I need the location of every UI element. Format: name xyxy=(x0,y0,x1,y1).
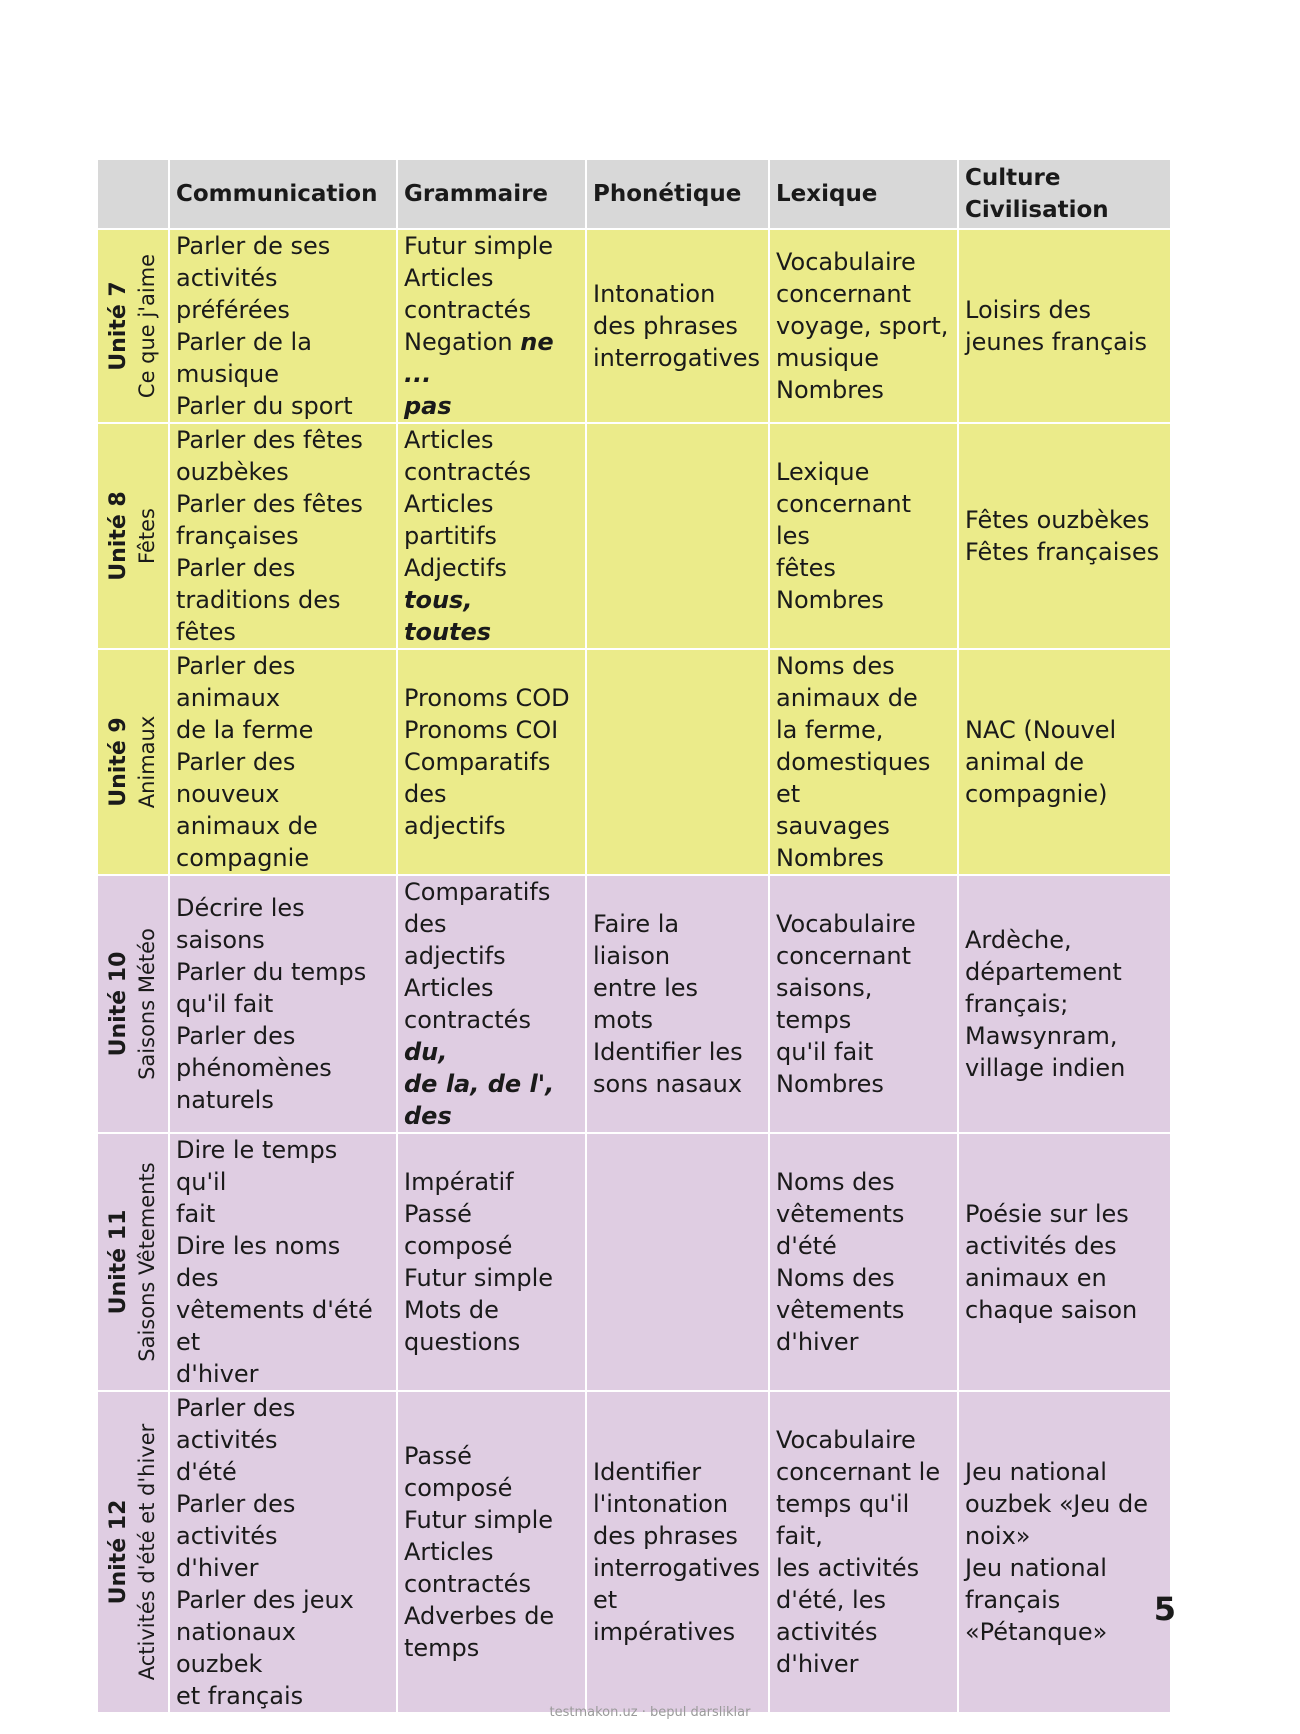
communication-line: Parler des fêtes xyxy=(176,490,363,518)
lexique-line: la ferme, xyxy=(776,716,884,744)
lexique-line: concernant xyxy=(776,942,912,970)
communication-line: Parler des nouveux xyxy=(176,748,296,808)
grammaire-line: toutes xyxy=(404,618,492,646)
lexique-line: voyage, sport, xyxy=(776,312,949,340)
lexique-line: Vocabulaire xyxy=(776,248,916,276)
communication-line: phénomènes xyxy=(176,1054,332,1082)
communication-line: Parler de ses xyxy=(176,232,331,260)
grammaire-line: contractés xyxy=(404,1570,531,1598)
lexique-line: vêtements xyxy=(776,1296,905,1324)
lexique-line: Vocabulaire xyxy=(776,910,916,938)
phonetique-line: l'intonation xyxy=(593,1490,729,1518)
communication-line: activités préférées xyxy=(176,264,290,324)
unit-label-cell xyxy=(97,229,169,423)
unit-name: Ce que j'aime xyxy=(135,253,159,399)
phonetique-line: interrogatives xyxy=(593,344,761,372)
unit-label-cell xyxy=(97,875,169,1133)
communication-line: Parler de la xyxy=(176,328,312,356)
grammaire-line: Pronoms COD xyxy=(404,684,570,712)
communication-line: fait xyxy=(176,1200,216,1228)
communication-line: ouzbèkes xyxy=(176,458,289,486)
grammaire-line: adjectifs xyxy=(404,942,506,970)
lexique-line: domestiques et xyxy=(776,748,931,808)
unit-label-cell xyxy=(97,649,169,875)
grammaire-line: Negation ne ... xyxy=(404,328,554,388)
communication-cell xyxy=(169,875,397,1133)
culture-line: français xyxy=(965,1586,1061,1614)
communication-line: d'été xyxy=(176,1458,237,1486)
grammaire-cell xyxy=(397,649,586,875)
lexique-line: les activités xyxy=(776,1554,920,1582)
lexique-line: Nombres xyxy=(776,586,884,614)
lexique-line: Lexique xyxy=(776,458,870,486)
communication-line: musique xyxy=(176,360,279,388)
lexique-line: Nombres xyxy=(776,1070,884,1098)
lexique-line: concernant les xyxy=(776,490,912,550)
grammaire-line: Futur simple xyxy=(404,1264,554,1292)
culture-line: Ardèche, xyxy=(965,926,1072,954)
lexique-line: d'hiver xyxy=(776,1328,859,1356)
unit-row xyxy=(97,1391,1171,1713)
grammaire-line: questions xyxy=(404,1328,521,1356)
lexique-line: concernant le xyxy=(776,1458,941,1486)
grammaire-line: Adjectifs tous, xyxy=(404,554,507,614)
lexique-line: Noms des xyxy=(776,652,895,680)
culture-cell xyxy=(958,875,1171,1133)
phonetique-cell xyxy=(586,649,769,875)
phonetique-line: des phrases xyxy=(593,312,738,340)
grammaire-line: contractés xyxy=(404,296,531,324)
culture-line: village indien xyxy=(965,1054,1126,1082)
grammaire-line: adjectifs xyxy=(404,812,506,840)
lexique-line: temps qu'il fait, xyxy=(776,1490,910,1550)
unit-number: Unité 10 xyxy=(106,951,131,1057)
communication-line: Dire les noms des xyxy=(176,1232,341,1292)
phonetique-line: sons nasaux xyxy=(593,1070,743,1098)
grammaire-line: Articles xyxy=(404,426,494,454)
communication-line: d'hiver xyxy=(176,1360,259,1388)
lexique-cell xyxy=(769,1133,958,1391)
unit-label-cell xyxy=(97,423,169,649)
lexique-line: sauvages xyxy=(776,812,890,840)
page-number: 5 xyxy=(1153,1590,1176,1628)
culture-line: animal de xyxy=(965,748,1084,776)
communication-line: Parler des xyxy=(176,1022,296,1050)
header-phonetique: Phonétique xyxy=(586,159,769,229)
communication-cell xyxy=(169,229,397,423)
unit-number: Unité 7 xyxy=(106,281,131,371)
lexique-line: vêtements d'été xyxy=(776,1200,905,1260)
grammaire-cell xyxy=(397,1391,586,1713)
culture-line: ouzbek «Jeu de xyxy=(965,1490,1148,1518)
communication-line: traditions des fêtes xyxy=(176,586,341,646)
grammaire-line: pas xyxy=(404,392,452,420)
communication-line: qu'il fait xyxy=(176,990,274,1018)
communication-line: animaux de xyxy=(176,812,318,840)
unit-row xyxy=(97,875,1171,1133)
culture-line: Jeu national xyxy=(965,1554,1107,1582)
culture-cell xyxy=(958,649,1171,875)
communication-cell xyxy=(169,1391,397,1713)
communication-line: et français xyxy=(176,1682,304,1710)
unit-number: Unité 11 xyxy=(106,1209,131,1315)
culture-line: animaux en xyxy=(965,1264,1107,1292)
culture-cell xyxy=(958,1391,1171,1713)
communication-line: françaises xyxy=(176,522,299,550)
grammaire-line: Futur simple xyxy=(404,232,554,260)
communication-line: nationaux ouzbek xyxy=(176,1618,297,1678)
grammaire-cell xyxy=(397,229,586,423)
lexique-cell xyxy=(769,423,958,649)
grammaire-line: Adverbes de xyxy=(404,1602,555,1630)
unit-name: Fêtes xyxy=(135,508,159,564)
phonetique-cell xyxy=(586,1133,769,1391)
lexique-line: qu'il fait xyxy=(776,1038,874,1066)
communication-line: compagnie xyxy=(176,844,310,872)
phonetique-line: Faire la liaison xyxy=(593,910,680,970)
unit-name: Activités d'été et d'hiver xyxy=(135,1423,159,1681)
phonetique-line: des phrases xyxy=(593,1522,738,1550)
unit-name: Saisons Vêtements xyxy=(135,1162,159,1362)
unit-row xyxy=(97,649,1171,875)
unit-number: Unité 8 xyxy=(106,491,131,581)
phonetique-line: Intonation xyxy=(593,280,716,308)
culture-line: Poésie sur les xyxy=(965,1200,1129,1228)
grammaire-line: Passé composé xyxy=(404,1200,513,1260)
header-row xyxy=(97,159,1171,229)
communication-line: Décrire les saisons xyxy=(176,894,305,954)
footer-watermark: testmakon.uz · bepul darsliklar xyxy=(549,1705,751,1720)
communication-line: Parler des activités xyxy=(176,1490,296,1550)
grammaire-cell xyxy=(397,423,586,649)
culture-cell xyxy=(958,423,1171,649)
culture-line: «Pétanque» xyxy=(965,1618,1108,1646)
lexique-line: d'été, les xyxy=(776,1586,886,1614)
communication-line: Parler du temps xyxy=(176,958,367,986)
grammaire-line: Pronoms COI xyxy=(404,716,559,744)
communication-cell xyxy=(169,423,397,649)
culture-line: compagnie) xyxy=(965,780,1108,808)
unit-name: Animaux xyxy=(135,715,159,809)
grammaire-line: contractés du, xyxy=(404,1006,531,1066)
communication-cell xyxy=(169,649,397,875)
culture-line: Fêtes françaises xyxy=(965,538,1160,566)
communication-line: naturels xyxy=(176,1086,274,1114)
grammaire-line: Futur simple xyxy=(404,1506,554,1534)
culture-cell xyxy=(958,229,1171,423)
culture-line: Loisirs des xyxy=(965,296,1091,324)
grammaire-line: Impératif xyxy=(404,1168,514,1196)
header-communication: Communication xyxy=(169,159,397,229)
lexique-cell xyxy=(769,229,958,423)
communication-line: Parler des jeux xyxy=(176,1586,354,1614)
communication-line: vêtements d'été et xyxy=(176,1296,373,1356)
unit-row xyxy=(97,229,1171,423)
communication-line: Parler des animaux xyxy=(176,652,296,712)
lexique-line: Noms des xyxy=(776,1168,895,1196)
culture-line: Fêtes ouzbèkes xyxy=(965,506,1150,534)
grammaire-cell xyxy=(397,875,586,1133)
communication-line: Parler des fêtes xyxy=(176,426,363,454)
unit-name: Saisons Météo xyxy=(135,928,159,1080)
unit-number: Unité 9 xyxy=(106,717,131,807)
culture-line: français; xyxy=(965,990,1069,1018)
culture-line: département xyxy=(965,958,1122,986)
grammaire-line: contractés xyxy=(404,458,531,486)
lexique-cell xyxy=(769,1391,958,1713)
culture-line: activités des xyxy=(965,1232,1117,1260)
lexique-line: saisons, temps xyxy=(776,974,873,1034)
header-culture: Culture Civilisation xyxy=(958,159,1171,229)
grammaire-line: de la, de l', des xyxy=(404,1070,555,1130)
phonetique-cell xyxy=(586,423,769,649)
lexique-line: concernant xyxy=(776,280,912,308)
lexique-line: musique xyxy=(776,344,879,372)
unit-row xyxy=(97,423,1171,649)
grammaire-cell xyxy=(397,1133,586,1391)
communication-line: de la ferme xyxy=(176,716,314,744)
lexique-line: Vocabulaire xyxy=(776,1426,916,1454)
culture-line: chaque saison xyxy=(965,1296,1138,1324)
culture-line: Jeu national xyxy=(965,1458,1107,1486)
grammaire-line: Comparatifs des xyxy=(404,878,551,938)
header-lexique: Lexique xyxy=(769,159,958,229)
lexique-cell xyxy=(769,875,958,1133)
header-grammaire: Grammaire xyxy=(397,159,586,229)
phonetique-line: et impératives xyxy=(593,1586,736,1646)
phonetique-line: Identifier les xyxy=(593,1038,743,1066)
lexique-line: activités d'hiver xyxy=(776,1618,878,1678)
lexique-line: fêtes xyxy=(776,554,836,582)
syllabus-table xyxy=(96,158,1172,1714)
communication-line: Parler des xyxy=(176,554,296,582)
culture-line: NAC (Nouvel xyxy=(965,716,1117,744)
culture-cell xyxy=(958,1133,1171,1391)
unit-number: Unité 12 xyxy=(106,1499,131,1605)
culture-line: Mawsynram, xyxy=(965,1022,1118,1050)
communication-line: Parler des activités xyxy=(176,1394,296,1454)
lexique-cell xyxy=(769,649,958,875)
unit-row xyxy=(97,1133,1171,1391)
phonetique-cell xyxy=(586,875,769,1133)
grammaire-line: Articles xyxy=(404,1538,494,1566)
unit-label-cell xyxy=(97,1391,169,1713)
phonetique-line: entre les mots xyxy=(593,974,699,1034)
lexique-line: Nombres xyxy=(776,376,884,404)
phonetique-line: Identifier xyxy=(593,1458,702,1486)
grammaire-line: Articles xyxy=(404,974,494,1002)
grammaire-line: Mots de xyxy=(404,1296,499,1324)
culture-line: jeunes français xyxy=(965,328,1148,356)
grammaire-line: Passé composé xyxy=(404,1442,513,1502)
phonetique-line: interrogatives xyxy=(593,1554,761,1582)
header-corner xyxy=(97,159,169,229)
lexique-line: Noms des xyxy=(776,1264,895,1292)
culture-line: noix» xyxy=(965,1522,1031,1550)
communication-cell xyxy=(169,1133,397,1391)
phonetique-cell xyxy=(586,1391,769,1713)
phonetique-cell xyxy=(586,229,769,423)
grammaire-line: temps xyxy=(404,1634,480,1662)
grammaire-line: Articles partitifs xyxy=(404,490,497,550)
unit-label-cell xyxy=(97,1133,169,1391)
grammaire-line: Articles xyxy=(404,264,494,292)
grammaire-line: Comparatifs des xyxy=(404,748,551,808)
communication-line: Parler du sport xyxy=(176,392,353,420)
lexique-line: Nombres xyxy=(776,844,884,872)
communication-line: Dire le temps qu'il xyxy=(176,1136,338,1196)
communication-line: d'hiver xyxy=(176,1554,259,1582)
lexique-line: animaux de xyxy=(776,684,918,712)
